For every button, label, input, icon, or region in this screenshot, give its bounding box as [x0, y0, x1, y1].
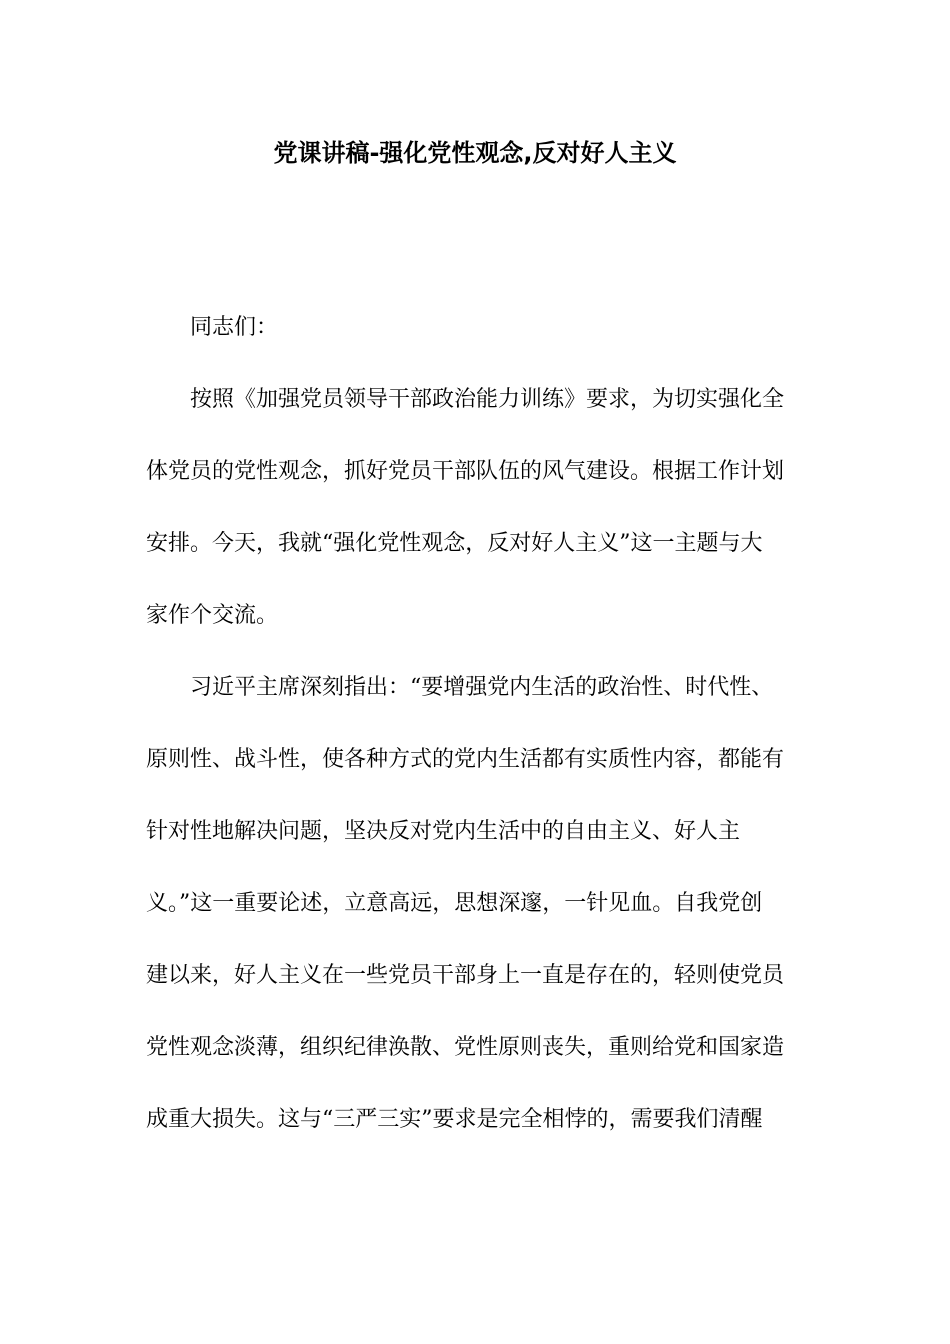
paragraph-line: 建以来，好人主义在一些党员干部身上一直是存在的，轻则使党员: [146, 963, 785, 988]
paragraph-line: 按照《加强党员领导干部政治能力训练》要求，为切实强化全: [190, 387, 785, 412]
paragraph-line: 体党员的党性观念，抓好党员干部队伍的风气建设。根据工作计划: [146, 459, 785, 484]
paragraph-line: 党性观念淡薄，组织纪律涣散、党性原则丧失，重则给党和国家造: [146, 1035, 785, 1060]
document-title: 党课讲稿-强化党性观念,反对好人主义: [273, 139, 677, 167]
paragraph-line: 习近平主席深刻指出：“要增强党内生活的政治性、时代性、: [190, 675, 774, 700]
paragraph-line: 针对性地解决问题，坚决反对党内生活中的自由主义、好人主: [146, 819, 741, 844]
paragraph-line: 家作个交流。: [146, 603, 279, 628]
paragraph-line: 义。”这一重要论述，立意高远，思想深邃，一针见血。自我党创: [146, 891, 763, 916]
salutation-line: 同志们：: [190, 315, 279, 340]
paragraph-line: 安排。今天，我就“强化党性观念，反对好人主义”这一主题与大: [146, 531, 763, 556]
document-body: [146, 306, 802, 1170]
paragraph-line: 原则性、战斗性，使各种方式的党内生活都有实质性内容，都能有: [146, 747, 785, 772]
paragraph-line: 成重大损失。这与“三严三实”要求是完全相悖的，需要我们清醒: [146, 1107, 763, 1132]
